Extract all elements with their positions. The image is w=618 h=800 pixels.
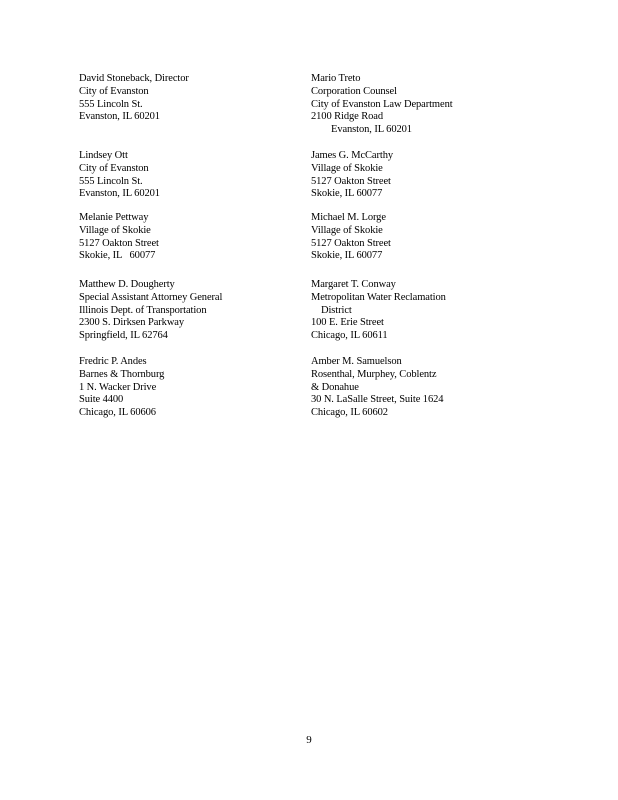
address-line: 2300 S. Dirksen Parkway [79, 317, 185, 329]
address-block-treto [311, 73, 541, 137]
address-line: Amber M. Samuelson [311, 356, 402, 367]
address-line: City of Evanston [79, 85, 149, 97]
address-line: City of Evanston Law Department [311, 98, 453, 110]
address-line: James G. McCarthy [311, 150, 393, 161]
address-block-dougherty [79, 279, 309, 343]
address-line: Special Assistant Attorney General [79, 291, 223, 303]
address-line: David Stoneback, Director [79, 73, 189, 84]
address-line: Suite 4400 [79, 394, 124, 406]
address-line: Corporation Counsel [311, 85, 397, 97]
address-line: Village of Skokie [311, 162, 383, 174]
address-line: Lindsey Ott [79, 150, 128, 161]
address-line: 5127 Oakton Street [311, 237, 391, 249]
address-line: District [321, 304, 352, 316]
address-line: Village of Skokie [79, 224, 151, 236]
address-line: Illinois Dept. of Transportation [79, 304, 207, 316]
address-line: Rosenthal, Murphey, Coblentz [311, 368, 437, 380]
address-line: Evanston, IL 60201 [331, 124, 412, 136]
address-line: Fredric P. Andes [79, 356, 147, 367]
address-line: 5127 Oakton Street [79, 237, 159, 249]
address-line: 2100 Ridge Road [311, 111, 383, 123]
address-block-mccarthy [311, 150, 541, 201]
page-number: 9 [306, 734, 312, 746]
address-block-lorge [311, 212, 541, 263]
address-line: City of Evanston [79, 162, 149, 174]
address-block-ott [79, 150, 309, 201]
address-line: Barnes & Thornburg [79, 368, 165, 380]
address-line: Skokie, IL 60077 [79, 250, 156, 262]
address-line: 1 N. Wacker Drive [79, 381, 157, 393]
address-line: Melanie Pettway [79, 212, 149, 223]
address-line: Skokie, IL 60077 [311, 250, 383, 262]
address-line: Skokie, IL 60077 [311, 188, 383, 200]
address-line: 5127 Oakton Street [311, 175, 391, 187]
address-block-samuelson [311, 356, 541, 420]
address-block-andes [79, 356, 309, 420]
address-line: Village of Skokie [311, 224, 383, 236]
address-line: Chicago, IL 60602 [311, 407, 388, 419]
address-line: 100 E. Erie Street [311, 317, 384, 329]
address-block-conway [311, 279, 541, 343]
address-block-pettway [79, 212, 309, 263]
address-line: Chicago, IL 60606 [79, 407, 156, 419]
address-line: Evanston, IL 60201 [79, 111, 160, 123]
address-line: 30 N. LaSalle Street, Suite 1624 [311, 394, 444, 406]
address-line: Matthew D. Dougherty [79, 279, 175, 290]
address-line: Margaret T. Conway [311, 279, 396, 290]
address-line: Springfield, IL 62764 [79, 330, 168, 342]
address-line: & Donahue [311, 381, 359, 393]
address-line: Metropolitan Water Reclamation [311, 291, 446, 303]
address-line: Michael M. Lorge [311, 212, 386, 223]
address-line: 555 Lincoln St. [79, 98, 143, 110]
address-block-stoneback [79, 73, 309, 124]
address-line: Mario Treto [311, 73, 361, 84]
address-line: Chicago, IL 60611 [311, 330, 388, 342]
address-line: Evanston, IL 60201 [79, 188, 160, 200]
address-line: 555 Lincoln St. [79, 175, 143, 187]
